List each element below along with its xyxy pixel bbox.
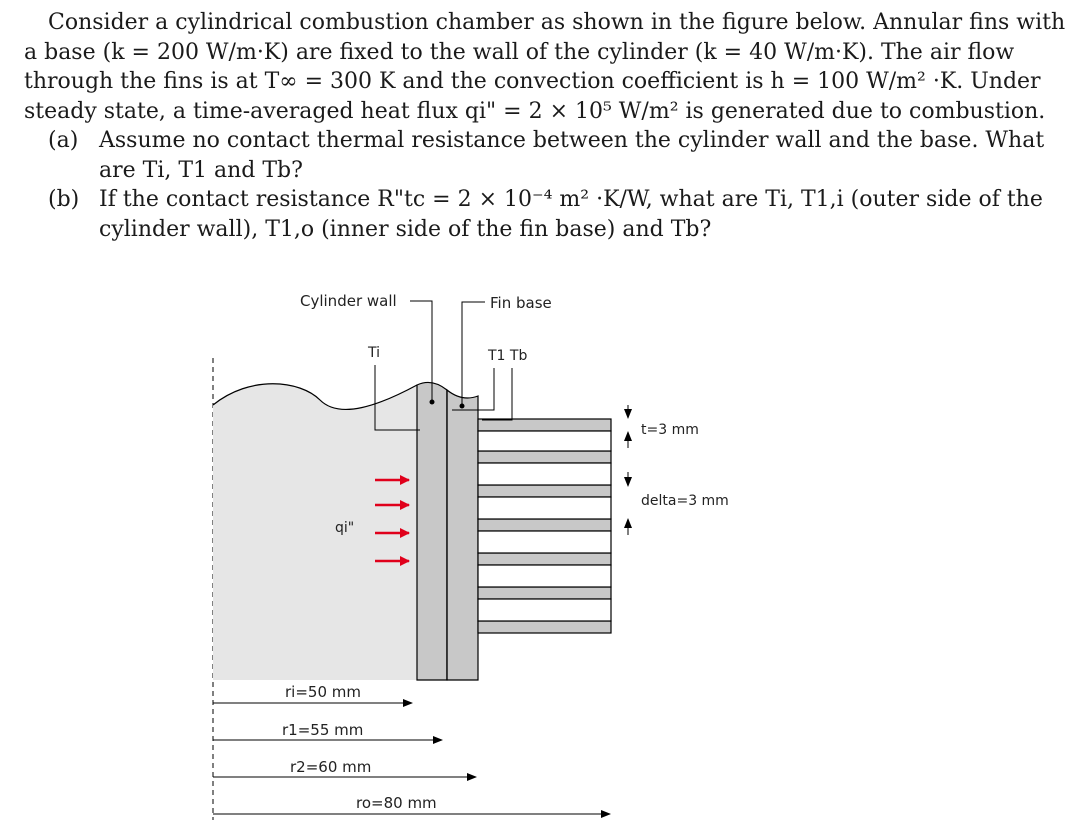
fin [478, 451, 611, 463]
part-a-text: Assume no contact thermal resistance between the cylinder wall and the base. What are Ti, T1 and Tb? [99, 128, 1045, 183]
heat-flux-label: qi" [335, 520, 355, 536]
t1-tb-label: T1 Tb [488, 348, 528, 364]
ri-label: ri=50 mm [285, 683, 361, 701]
fin-base-body [447, 390, 478, 680]
problem-intro: Consider a cylindrical combustion chamber as shown in the figure below. Annular fins with a base (k = 200 W/m·K) are fixed to the wall of the cylinder (k = 40 W/m·K). The air flow through the fins is at T∞ = 300 K and the convection coefficient is h = 100 W/m² ·K. Under steady state, a time-averaged heat flux qi" = 2 × 10⁵ W/m² is generated due to combustion. [24, 10, 1066, 124]
fin [478, 485, 611, 497]
fin-gap [478, 599, 611, 621]
cylinder-wall [417, 382, 447, 680]
r1-label: r1=55 mm [282, 721, 364, 739]
ro-label: ro=80 mm [356, 794, 437, 812]
fin-gap [478, 497, 611, 519]
fin-gap [478, 431, 611, 451]
fin [478, 553, 611, 565]
fin-gap [478, 531, 611, 553]
part-b-text: If the contact resistance R"tc = 2 × 10⁻⁴ m² ·K/W, what are Ti, T1,i (outer side of the cylinder wall), T1,o (inner side of the fin base) and Tb? [99, 187, 1043, 242]
part-a-label: (a) [48, 128, 79, 153]
fin-gap [478, 463, 611, 485]
t-label: t=3 mm [641, 422, 699, 438]
r2-label: r2=60 mm [290, 758, 372, 776]
part-b-label: (b) [48, 187, 80, 212]
delta-label: delta=3 mm [641, 493, 729, 509]
fin [478, 519, 611, 531]
cylinder-wall-label: Cylinder wall [300, 292, 397, 310]
fin-gap [478, 565, 611, 587]
fin [478, 587, 611, 599]
ti-label: Ti [368, 345, 381, 361]
fin-base-label: Fin base [490, 294, 552, 312]
fin [478, 621, 611, 633]
fin-base-leader [462, 302, 485, 406]
tb-leader [482, 368, 512, 420]
fin [478, 419, 611, 431]
